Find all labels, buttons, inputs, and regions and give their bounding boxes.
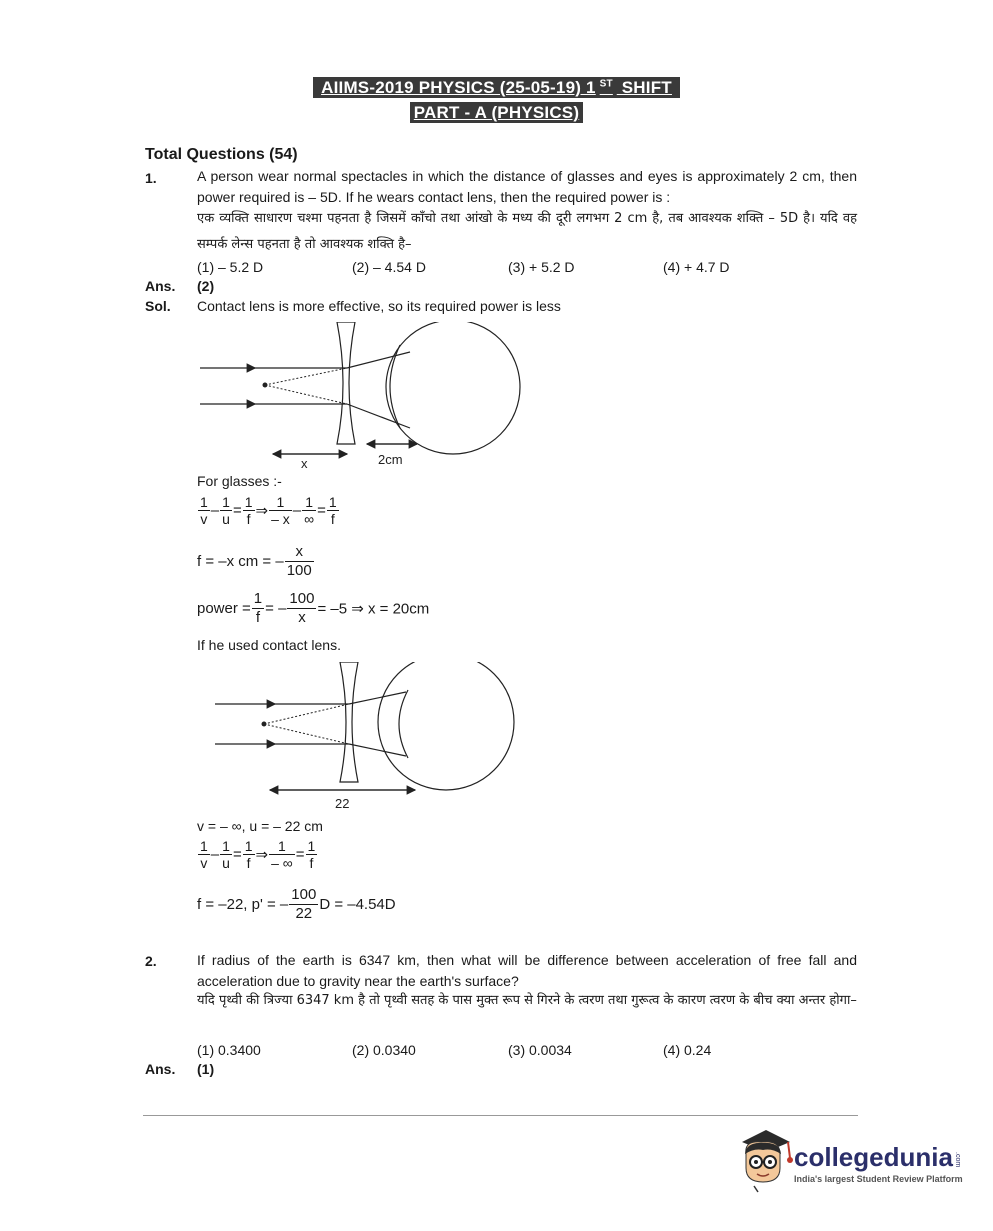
option-4: (4) 0.24	[663, 1042, 712, 1058]
option-3: (3) + 5.2 D	[508, 259, 575, 275]
collegedunia-logo[interactable]	[736, 1124, 966, 1204]
eye-circle	[378, 662, 514, 790]
footer-divider	[143, 1115, 858, 1116]
answer-value: (1)	[197, 1061, 215, 1077]
question-text-hindi: एक व्यक्ति साधारण चश्मा पहनता है जिसमें काँचो तथा आंखो के मध्य की दूरी लगभग 2 cm है, तब आवश्यक शक्ति – 5D है। यदि वह सम्पर्क लेन्स पहनता है तो आवश्यक शक्ति है–	[197, 211, 857, 252]
option-1: (1) – 5.2 D	[197, 259, 264, 275]
lens-equation-2: $\frac{1}{v}$ – $\frac{1}{u}$ = $\frac{1}{f}$ ⇒ $\frac{1}{- \infty}$ = $\frac{1}{f}$	[200, 838, 316, 871]
answer-value: (2)	[197, 278, 215, 294]
answer-label: Ans.	[145, 278, 176, 294]
question-number: 2.	[145, 953, 157, 969]
eye-lens-arc	[390, 345, 400, 428]
concave-lens	[340, 662, 358, 782]
label-22: 22	[335, 796, 350, 811]
question-number: 1.	[145, 170, 157, 186]
total-questions: Total Questions (54)	[145, 146, 298, 163]
object-distance: v = – ∞, u = – 22 cm	[197, 818, 323, 834]
question-text-hindi: यदि पृथ्वी की त्रिज्या 6347 km है तो पृथ्वी सतह के पास मुक्त रूप से गिरने के त्वरण तथा गुरूत्व के कारण त्वरण के बीच क्या अन्तर होगा–	[197, 993, 857, 1008]
mascot-icon	[736, 1124, 794, 1196]
option-3: (3) 0.0034	[508, 1042, 572, 1058]
focal-point	[262, 722, 267, 727]
contact-lens-diagram	[210, 662, 530, 812]
logo-wordmark: collegedunia	[794, 1142, 953, 1172]
question-text: If radius of the earth is 6347 km, then what will be difference between acceleration of free fall and acceleration due to gravity near the earth's surface?	[197, 952, 857, 989]
option-4: (4) + 4.7 D	[663, 259, 730, 275]
focal-length-equation: f = –x cm = – $\frac{x}{100}$	[197, 543, 312, 579]
logo-suffix: .com	[954, 1152, 961, 1168]
spectacles-diagram	[195, 322, 535, 472]
contact-power-equation: f = –22, p' = – $\frac{100}{22}$ D = –4.54D	[197, 886, 396, 922]
option-1: (1) 0.3400	[197, 1042, 261, 1058]
lens-equation-1: $\frac{1}{v}$ – $\frac{1}{u}$ = $\frac{1}{f}$ ⇒ $\frac{1}{- x}$ – $\frac{1}{\infty}$ = $\frac{1}{f}$	[200, 494, 337, 527]
page-header-line2: PART - A (PHYSICS)	[0, 103, 993, 123]
question-text: A person wear normal spectacles in which the distance of glasses and eyes is approximately 2 cm, then power required is – 5D. If he wears contact lens, then the required power is :	[197, 168, 857, 205]
page-header-line1: AIIMS-2019 PHYSICS (25-05-19) 1 $^{ST}$ SHIFT	[0, 78, 993, 98]
option-2: (2) 0.0340	[352, 1042, 416, 1058]
answer-label: Ans.	[145, 1061, 176, 1077]
contact-lens-label: If he used contact lens.	[197, 637, 341, 653]
solution-label: Sol.	[145, 298, 171, 314]
eye-circle	[386, 322, 520, 454]
power-equation: power = $\frac{1}{f}$ = – $\frac{100}{x}$ = –5 ⇒ x = 20cm	[197, 590, 430, 626]
label-2cm: 2cm	[378, 452, 403, 467]
label-x: x	[301, 456, 308, 471]
for-glasses-label: For glasses :-	[197, 473, 282, 489]
concave-lens	[337, 322, 355, 444]
option-2: (2) – 4.54 D	[352, 259, 426, 275]
solution-text: Contact lens is more effective, so its required power is less	[197, 298, 561, 314]
logo-tagline: India's largest Student Review Platform	[794, 1174, 963, 1184]
focal-point	[263, 383, 268, 388]
